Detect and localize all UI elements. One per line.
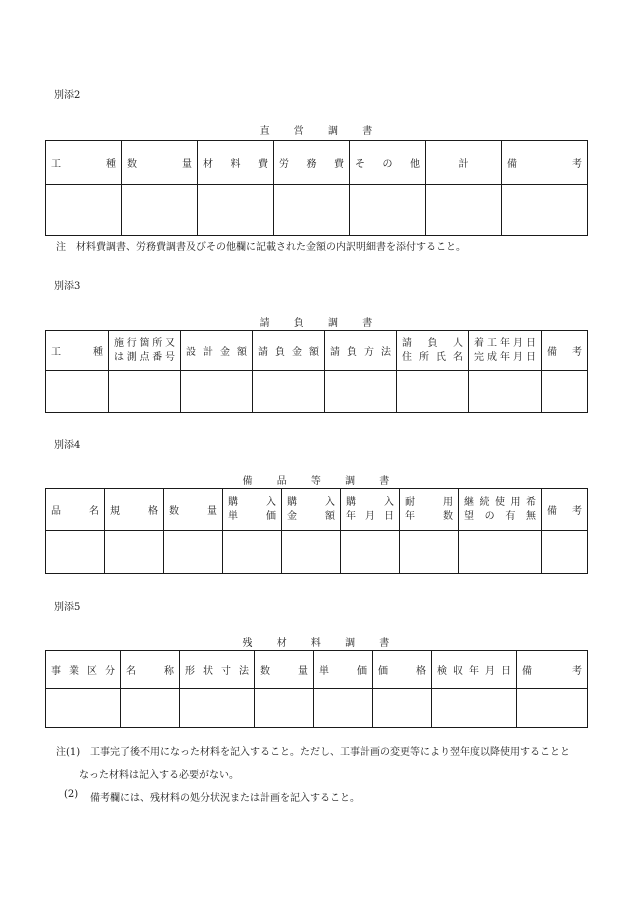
column-header [122, 141, 198, 185]
form-title-residual [45, 634, 587, 649]
attachment-label-4: 別添4 [54, 440, 81, 451]
header-label: 単 価 [319, 666, 367, 677]
column-header [105, 489, 164, 531]
residual-table [45, 650, 588, 728]
header-label-line: 金 額 [287, 510, 335, 522]
header-label: 名 称 [126, 666, 174, 677]
header-label-line: 耐 用 [405, 496, 453, 508]
column-header [373, 651, 432, 689]
column-header [314, 651, 373, 689]
header-label: 品 名 [51, 506, 99, 517]
attachment-label-5: 別添5 [54, 602, 81, 613]
column-header [253, 331, 325, 371]
title-char: 請 [259, 318, 270, 329]
column-header [350, 141, 426, 185]
entry-cell[interactable] [198, 185, 274, 236]
header-label: 備 考 [507, 159, 582, 170]
header-label: 工 種 [51, 159, 116, 170]
column-header [432, 651, 517, 689]
column-header [46, 489, 105, 531]
title-char: 書 [362, 126, 373, 137]
header-label-line: 購 入 [287, 496, 335, 508]
header-label: 数 量 [260, 666, 308, 677]
column-header [109, 331, 181, 371]
column-header [255, 651, 314, 689]
attachment-label-3: 別添3 [54, 281, 81, 292]
header-label-line: 請 負 人 [402, 337, 463, 349]
contract-table [45, 330, 588, 413]
title-char: 書 [362, 318, 373, 329]
header-label-line: 購 入 [228, 496, 276, 508]
column-header [121, 651, 180, 689]
header-row [46, 141, 588, 185]
entry-cell[interactable] [164, 531, 223, 574]
title-char: 調 [328, 318, 339, 329]
equipment-table [45, 488, 588, 574]
header-label-line: 完 成 年 月 日 [474, 351, 536, 363]
title-char: 品 [276, 476, 287, 487]
column-header [46, 651, 121, 689]
entry-cell[interactable] [121, 689, 180, 728]
header-label-line: は 測 点 番 号 [114, 351, 175, 363]
header-label-line: 住 所 氏 名 [402, 351, 463, 363]
header-label-line: 年 月 日 [346, 510, 394, 522]
column-header [542, 331, 588, 371]
entry-cell[interactable] [255, 689, 314, 728]
entry-cell[interactable] [432, 689, 517, 728]
header-label: 備 考 [547, 506, 582, 517]
header-row [46, 331, 588, 371]
entry-cell[interactable] [397, 371, 469, 413]
column-header [517, 651, 588, 689]
entry-cell[interactable] [46, 531, 105, 574]
entry-cell[interactable] [105, 531, 164, 574]
column-header [274, 141, 350, 185]
entry-cell[interactable] [46, 689, 121, 728]
header-label-line: 購 入 [346, 496, 394, 508]
header-label-line: 施 行 箇 所 又 [114, 337, 175, 349]
title-char: 書 [379, 638, 390, 649]
entry-cell[interactable] [282, 531, 341, 574]
entry-cell[interactable] [542, 531, 588, 574]
column-header [180, 651, 255, 689]
title-char: 等 [310, 476, 322, 487]
column-header [400, 489, 459, 531]
header-label-line: 単 価 [228, 510, 276, 522]
footnote-2-marker: (2) [64, 789, 79, 800]
entry-cell[interactable] [373, 689, 432, 728]
header-label: 請 負 金 額 [258, 347, 319, 358]
column-header [164, 489, 223, 531]
entry-cell[interactable] [459, 531, 542, 574]
column-header [341, 489, 400, 531]
entry-cell[interactable] [180, 689, 255, 728]
form-title-direct [45, 122, 587, 137]
entry-cell[interactable] [502, 185, 588, 236]
title-char: 営 [293, 126, 304, 137]
header-label: 事 業 区 分 [51, 666, 115, 677]
entry-cell[interactable] [325, 371, 397, 413]
entry-cell[interactable] [542, 371, 588, 413]
entry-cell[interactable] [46, 185, 122, 236]
header-label: 数 量 [169, 506, 217, 517]
column-header [282, 489, 341, 531]
entry-cell[interactable] [469, 371, 542, 413]
header-label: そ の 他 [355, 159, 420, 170]
header-label-line: 望 の 有 無 [464, 510, 536, 522]
direct-work-table [45, 140, 588, 236]
title-char: 備 [242, 476, 253, 487]
form-title-contract [45, 314, 587, 329]
entry-cell[interactable] [46, 371, 109, 413]
header-label: 規 格 [110, 506, 158, 517]
entry-cell[interactable] [181, 371, 253, 413]
column-header [469, 331, 542, 371]
header-label: 価 格 [378, 666, 426, 677]
header-label: 備 考 [522, 666, 582, 677]
entry-cell[interactable] [122, 185, 198, 236]
column-header [223, 489, 282, 531]
header-label-line: 着 工 年 月 日 [474, 337, 536, 349]
entry-cell[interactable] [253, 371, 325, 413]
column-header: 計 [426, 141, 502, 185]
footnote-1-line-1: 工事完了後不用になった材料を記入すること。ただし、工事計画の変更等により翌年度以降使用することと [90, 747, 570, 758]
column-header [459, 489, 542, 531]
title-char: 調 [345, 638, 356, 649]
entry-cell[interactable] [341, 531, 400, 574]
attachment-label-2: 別添2 [54, 90, 81, 101]
entry-cell[interactable] [426, 185, 502, 236]
column-header [542, 489, 588, 531]
entry-cell[interactable] [350, 185, 426, 236]
header-label-line: 年 数 [405, 510, 453, 522]
entry-cell[interactable] [314, 689, 373, 728]
title-char: 負 [293, 318, 304, 329]
title-char: 調 [328, 126, 339, 137]
title-char: 直 [259, 126, 270, 137]
header-label: 請 負 方 法 [330, 347, 391, 358]
header-label: 数 量 [127, 159, 192, 170]
header-label: 材 料 費 [203, 159, 268, 170]
title-char: 材 [276, 638, 287, 649]
entry-row [46, 185, 588, 236]
entry-row [46, 689, 588, 728]
header-row [46, 651, 588, 689]
direct-work-note: 注 材料費調書、労務費調書及びその他欄に記載された金額の内訳明細書を添付すること。 [56, 242, 466, 253]
footnote-1-line-2: なった材料は記入する必要がない。 [79, 770, 239, 781]
title-char: 残 [242, 638, 253, 649]
column-header [397, 331, 469, 371]
entry-cell[interactable] [517, 689, 588, 728]
header-label: 工 種 [51, 347, 103, 358]
column-header [198, 141, 274, 185]
column-header [46, 331, 109, 371]
header-label-line: 継 続 使 用 希 [464, 496, 536, 508]
entry-row [46, 531, 588, 574]
footnote-1-marker: 注(1) [56, 747, 81, 758]
column-header [325, 331, 397, 371]
header-label: 設 計 金 額 [186, 347, 247, 358]
header-label: 労 務 費 [279, 159, 344, 170]
footnote-2-line-1: 備考欄には、残材料の処分状況または計画を記入すること。 [90, 793, 360, 804]
title-char: 料 [310, 638, 322, 649]
header-label: 形 状 寸 法 [185, 666, 249, 677]
header-label: 検 収 年 月 日 [437, 666, 511, 677]
entry-cell[interactable] [109, 371, 181, 413]
header-label: 備 考 [547, 347, 582, 358]
title-char: 書 [379, 476, 390, 487]
entry-row [46, 371, 588, 413]
form-title-equipment [45, 472, 587, 487]
column-header [502, 141, 588, 185]
entry-cell[interactable] [400, 531, 459, 574]
column-header [46, 141, 122, 185]
column-header [181, 331, 253, 371]
header-row [46, 489, 588, 531]
title-char: 調 [345, 476, 356, 487]
entry-cell[interactable] [223, 531, 282, 574]
entry-cell[interactable] [274, 185, 350, 236]
